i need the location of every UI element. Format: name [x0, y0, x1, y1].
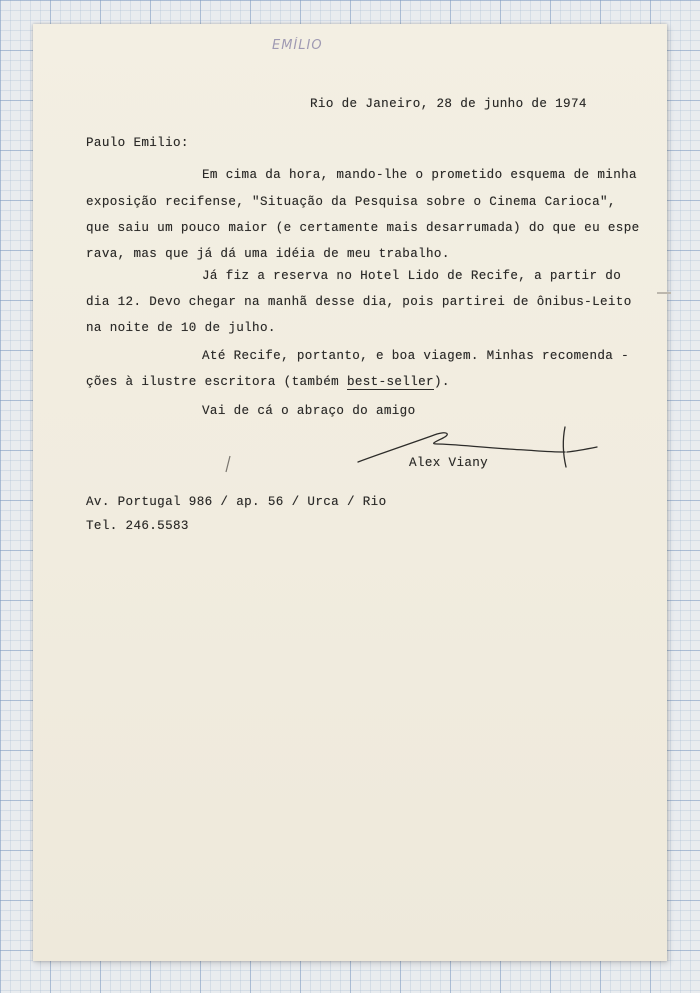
body-line-6: dia 12. Devo chegar na manhã desse dia, pois partirei de ônibus-Leito — [86, 295, 632, 309]
underlined-best-seller: best-seller — [346, 375, 434, 389]
body-line-5: Já fiz a reserva no Hotel Lido de Recife, a partir do — [202, 269, 622, 283]
body-line-9 — [86, 376, 450, 389]
body-line-3: que saiu um pouco maior (e certamente mais desarrumada) do que eu espe — [86, 221, 640, 235]
body-line-7: na noite de 10 de julho. — [86, 321, 276, 335]
address-line: Av. Portugal 986 / ap. 56 / Urca / Rio — [86, 495, 387, 509]
date-line: Rio de Janeiro, 28 de junho de 1974 — [310, 97, 587, 111]
closing-line: Vai de cá o abraço do amigo — [202, 404, 416, 418]
pencil-stroke — [224, 454, 232, 474]
salutation: Paulo Emilio: — [86, 136, 189, 150]
body-line-8: Até Recife, portanto, e boa viagem. Minhas recomenda - — [202, 349, 630, 363]
body-line-4: rava, mas que já dá uma idéia de meu trabalho. — [86, 247, 450, 261]
paper-mark — [657, 292, 671, 294]
body-line-9-text: ções à ilustre escritora (também — [86, 375, 347, 389]
body-line-9-end: ). — [433, 375, 450, 389]
body-line-2: exposição recifense, "Situação da Pesquisa sobre o Cinema Carioca", — [86, 195, 616, 209]
pencil-annotation: EMÍLIO — [272, 38, 323, 53]
phone-line: Tel. 246.5583 — [86, 519, 189, 533]
letter-sheet — [33, 24, 667, 961]
signature-name: Alex Viany — [409, 456, 489, 470]
body-line-1: Em cima da hora, mando-lhe o prometido esquema de minha — [202, 168, 637, 182]
